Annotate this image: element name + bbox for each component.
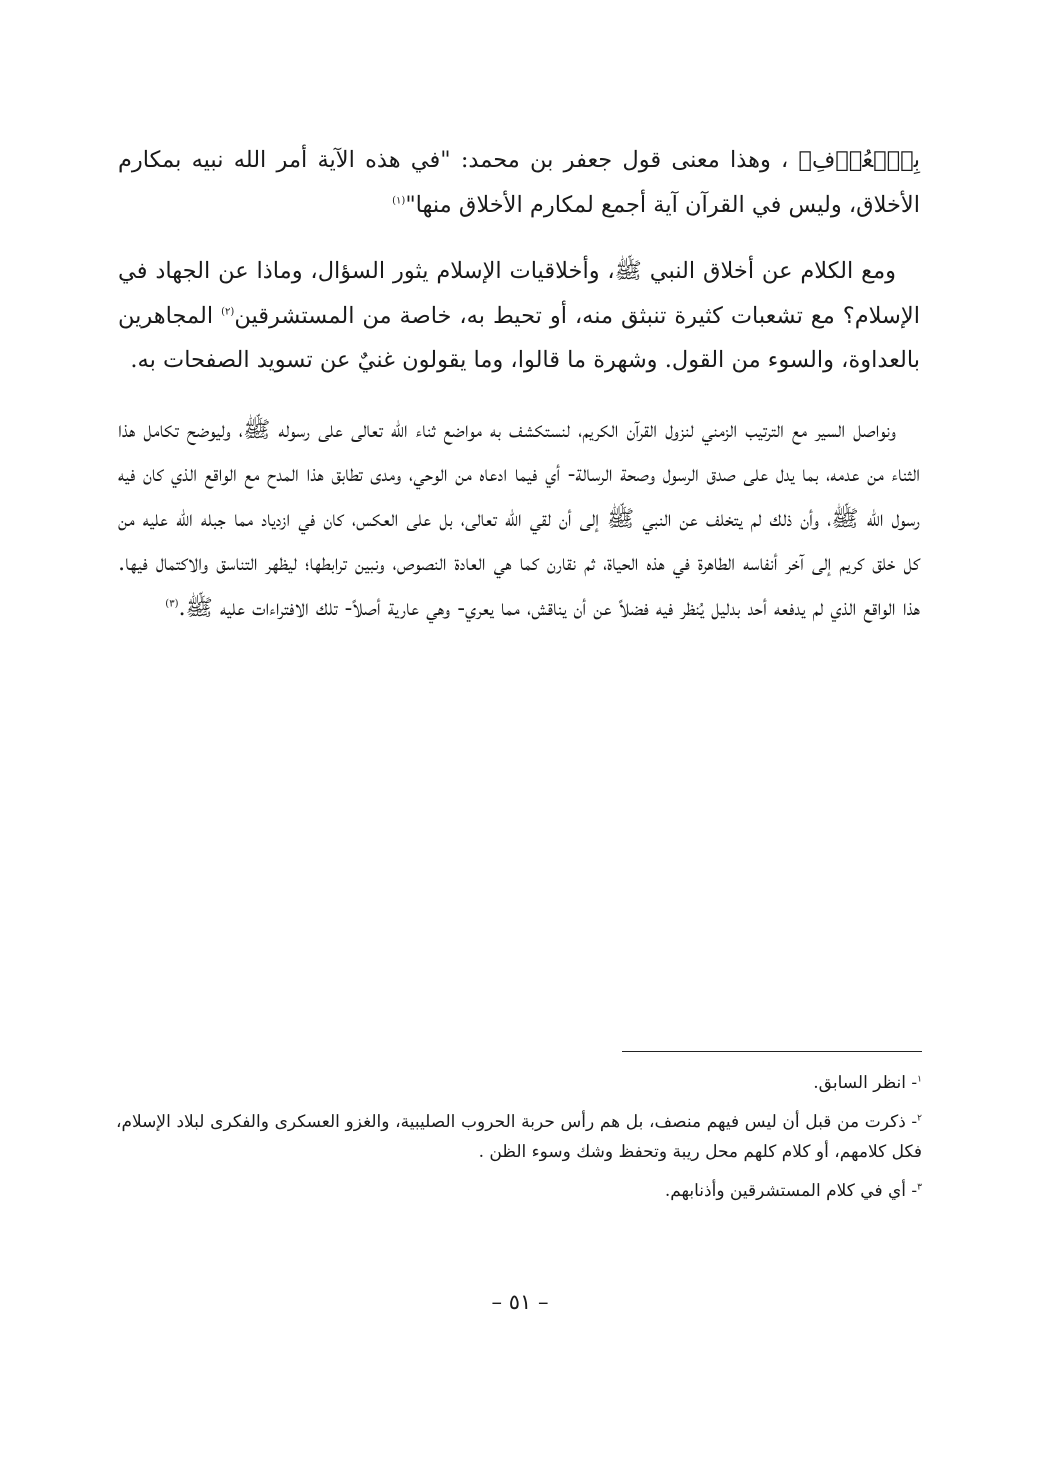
paragraph-1-text: بِٱلۡعُرۡفِ﴾ ، وهذا معنى قول جعفر بن محمد: "في هذه الآية أمر الله نبيه بمكارم الأخلاق، وليس في القرآن آية أجمع لمكارم الأخلاق منها"	[118, 147, 920, 218]
footnote-3-number: ٣	[917, 1182, 922, 1193]
paragraph-1	[118, 138, 920, 227]
footnote-3-text: - أي في كلام المستشرقين وأذنابهم.	[664, 1181, 918, 1201]
footnote-separator	[622, 1051, 922, 1052]
footnote-ref-3[interactable]: (٣)	[165, 598, 179, 609]
paragraph-2	[118, 249, 920, 383]
footnote-2-text: - ذكرت من قبل أن ليس فيهم منصف، بل هم رأس حربة الحروب الصليبية، والغزو العسكرى والفكرى لبلاد الإسلام، فكل كلامهم، أو كلام كلهم محل ريبة وتحفظ وشك وسوء الظن .	[116, 1112, 922, 1162]
footnotes	[116, 1068, 922, 1215]
paragraph-2-text-after: المجاهرين بالعداوة، والسوء من القول. وشهرة ما قالوا، وما يقولون غنيٌ عن تسويد الصفحات به.	[118, 302, 920, 373]
main-text	[118, 138, 920, 652]
footnote-1	[116, 1068, 922, 1098]
footnote-1-number: ١	[917, 1074, 922, 1085]
footnote-ref-2[interactable]: (٢)	[221, 306, 235, 317]
footnote-3	[116, 1176, 922, 1206]
page-number: – ٥١ –	[491, 1290, 549, 1314]
footnote-2	[116, 1107, 922, 1167]
paragraph-2-text-before: ومع الكلام عن أخلاق النبي ﷺ، وأخلاقيات الإسلام يثور السؤال، وماذا عن الجهاد في الإسلام؟ مع تشعبات كثيرة تنبثق منه، أو تحيط به، خاصة من المستشرقين	[118, 258, 920, 329]
footnote-2-number: ٢	[917, 1113, 922, 1124]
paragraph-3-text: ونواصل السير مع الترتيب الزمني لنزول القرآن الكريم، لنستكشف به مواضع ثناء الله تعالى على رسوله ﷺ، وليوضح تكامل هذا الثناء من عدمه، بما يدل على صدق الرسول وصحة الرسالة- أي فيما ادعاه من الوحي، ومدى تطابق هذا المدح مع الواقع الذي كان فيه رسول الله ﷺ، وأن ذلك لم يتخلف عن النبي ﷺ إلى أن لقي الله تعالى، بل على العكس، كان في ازدياد مما جبله الله عليه من كل خلق كريم إلى آخر أنفاسه الطاهرة في هذه الحياة، ثم نقارن كما هي العادة النصوص، ونبين ترابطها؛ ليظهر التناسق والاكتمال فيها. هذا الواقع الذي لم يدفعه أحد بدليل يُنظر فيه فضلاً عن أن يناقش، مما يعري- وهي عارية أصلاً- تلك الافتراءات عليه ﷺ.	[118, 416, 920, 621]
footnote-ref-1[interactable]: (١)	[392, 195, 406, 206]
footnote-1-text: - انظر السابق.	[813, 1073, 918, 1093]
paragraph-3	[118, 408, 920, 631]
